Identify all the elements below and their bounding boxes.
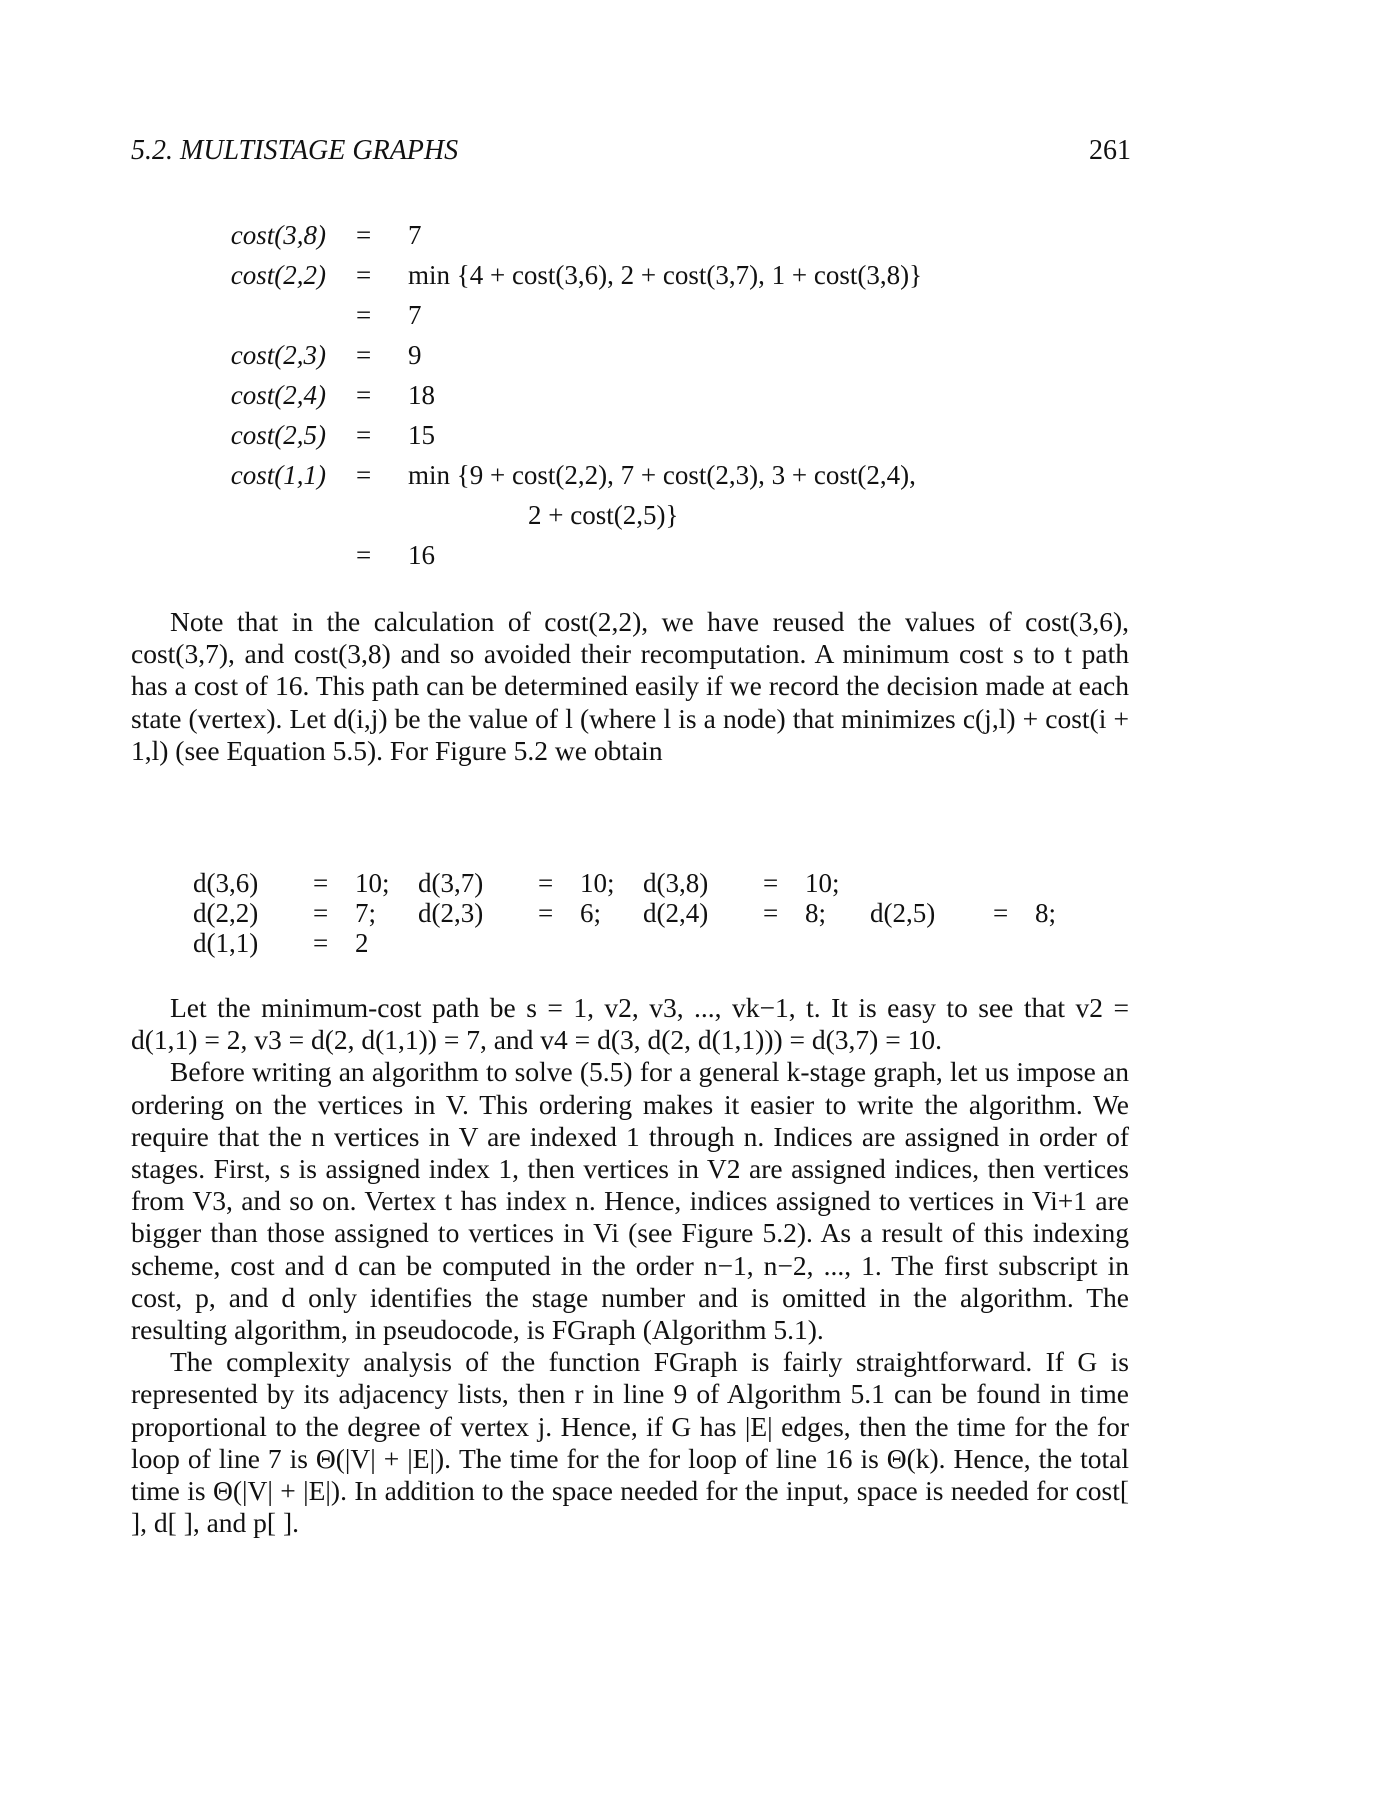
decision-relation: = xyxy=(993,898,1009,928)
decision-lhs: d(2,4) xyxy=(643,898,709,928)
equation-relation: = xyxy=(356,340,372,370)
decision-value: 10; xyxy=(805,868,840,898)
equation-rhs: 7 xyxy=(408,220,422,250)
paragraph-text: Note that in the calculation of cost(2,2), we have reused the values of cost(3,6), cost(3,7), and cost(3,8) and so avoided their recomputation. A minimum cost s to t path has a cost of 16. This path can be determined easily if we record the decision made at each state (vertex). Let d(i,j) be the value of l (where l is a node) that minimizes c(j,l) + cost(i + 1,l) (see Equation 5.5). For Figure 5.2 we obtain xyxy=(131,606,1129,766)
decision-lhs: d(2,2) xyxy=(193,898,259,928)
decision-value: 10; xyxy=(580,868,615,898)
equation-rhs: min {4 + cost(3,6), 2 + cost(3,7), 1 + cost(3,8)} xyxy=(408,260,923,290)
equation-relation: = xyxy=(356,540,372,570)
decision-lhs: d(3,8) xyxy=(643,868,709,898)
decision-value: 2 xyxy=(355,928,369,958)
decision-lhs: d(3,7) xyxy=(418,868,484,898)
equation-lhs: cost(1,1) xyxy=(230,460,326,490)
equation-relation: = xyxy=(356,260,372,290)
equation-rhs: 15 xyxy=(408,420,435,450)
equation-lhs: cost(2,2) xyxy=(230,260,326,290)
equation-relation: = xyxy=(356,380,372,410)
decision-value: 8; xyxy=(1035,898,1057,928)
paragraph-reuse-note xyxy=(131,606,1129,767)
equation-relation: = xyxy=(356,420,372,450)
decision-relation: = xyxy=(763,868,779,898)
decision-value: 8; xyxy=(805,898,827,928)
paragraph-complexity: The complexity analysis of the function FGraph is fairly straightforward. If G is represented by its adjacency lists, then r in line 9 of Algorithm 5.1 can be found in time proportional to the degree of vertex j. Hence, if G has |E| edges, then the time for the for loop of line 7 is Θ(|V| + |E|). The time for the for loop of line 16 is Θ(k). Hence, the total time is Θ(|V| + |E|). In addition to the space needed for the input, space is needed for cost[ ], d[ ], and p[ ]. xyxy=(131,1346,1129,1539)
equation-lhs: cost(2,4) xyxy=(230,380,326,410)
body-text xyxy=(131,992,1129,1539)
decision-lhs: d(2,3) xyxy=(418,898,484,928)
running-title: 5.2. MULTISTAGE GRAPHS xyxy=(131,135,459,166)
paragraph-ordering: Before writing an algorithm to solve (5.5) for a general k-stage graph, let us impose an ordering on the vertices in V. This ordering makes it easier to write the algorithm. We require that the n vertices in V are indexed 1 through n. Indices are assigned in order of stages. First, s is assigned index 1, then vertices in V2 are assigned indices, then vertices from V3, and so on. Vertex t has index n. Hence, indices assigned to vertices in Vi+1 are bigger than those assigned to vertices in Vi (see Figure 5.2). As a result of this indexing scheme, cost and d can be computed in the order n−1, n−2, ..., 1. The first subscript in cost, p, and d only identifies the stage number and is omitted in the algorithm. The resulting algorithm, in pseudocode, is FGraph (Algorithm 5.1). xyxy=(131,1056,1129,1346)
equation-lhs: cost(2,3) xyxy=(230,340,326,370)
equation-relation: = xyxy=(356,460,372,490)
decision-lhs: d(1,1) xyxy=(193,928,259,958)
decision-relation: = xyxy=(313,868,329,898)
decision-lhs: d(2,5) xyxy=(870,898,936,928)
page-number: 261 xyxy=(1089,135,1131,166)
decision-relation: = xyxy=(763,898,779,928)
equation-relation: = xyxy=(356,220,372,250)
equation-rhs: min {9 + cost(2,2), 7 + cost(2,3), 3 + cost(2,4), xyxy=(408,460,916,490)
equation-lhs: cost(3,8) xyxy=(230,220,326,250)
decision-value: 6; xyxy=(580,898,602,928)
running-header xyxy=(131,135,1131,167)
equation-relation: = xyxy=(356,300,372,330)
equation-rhs: 18 xyxy=(408,380,435,410)
decision-relation: = xyxy=(538,868,554,898)
paragraph-path: Let the minimum-cost path be s = 1, v2, v3, ..., vk−1, t. It is easy to see that v2 = d(1,1) = 2, v3 = d(2, d(1,1)) = 7, and v4 = d(3, d(2, d(1,1))) = d(3,7) = 10. xyxy=(131,992,1129,1056)
decision-relation: = xyxy=(313,928,329,958)
equation-rhs: 2 + cost(2,5)} xyxy=(528,500,679,530)
decision-relation: = xyxy=(313,898,329,928)
decision-value: 10; xyxy=(355,868,390,898)
decision-value: 7; xyxy=(355,898,377,928)
equation-rhs: 16 xyxy=(408,540,435,570)
decision-relation: = xyxy=(538,898,554,928)
equation-rhs: 9 xyxy=(408,340,422,370)
decision-lhs: d(3,6) xyxy=(193,868,259,898)
equation-rhs: 7 xyxy=(408,300,422,330)
equation-lhs: cost(2,5) xyxy=(230,420,326,450)
